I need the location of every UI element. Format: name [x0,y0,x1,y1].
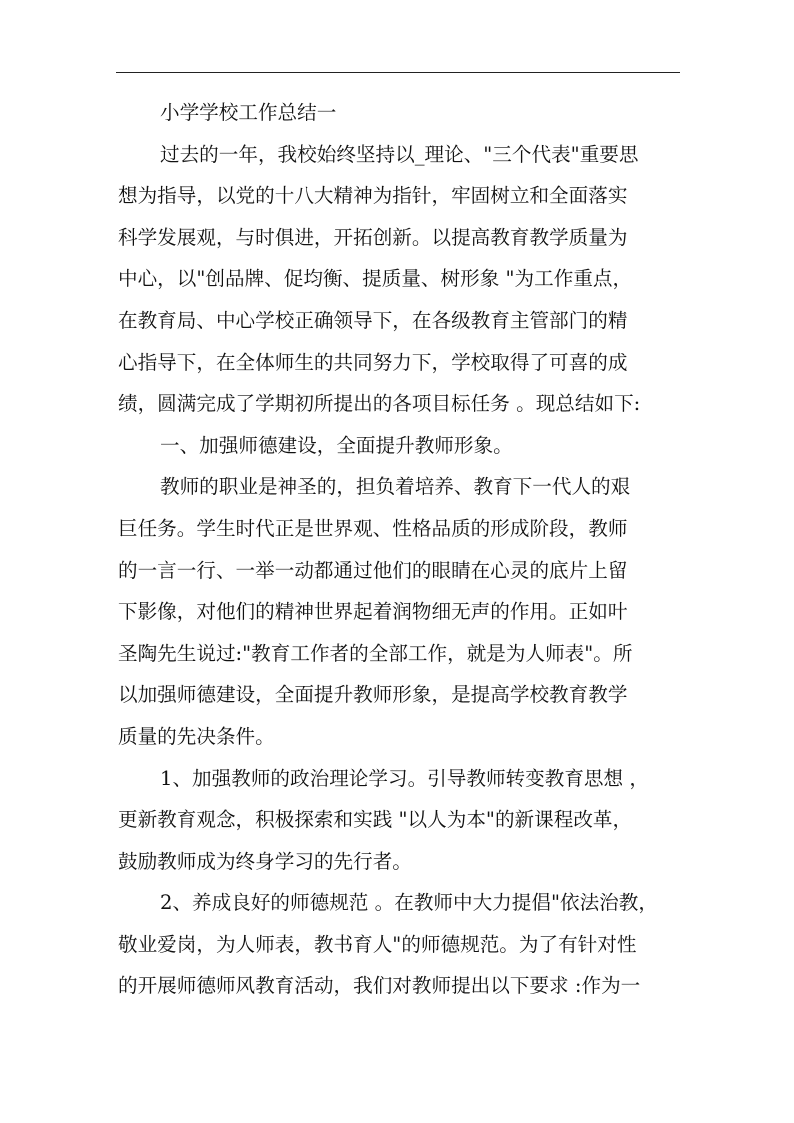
paragraph-line: 1、加强教师的政治理论学习。引导教师转变教育思想 ， [160,766,649,790]
paragraph-intro [118,134,680,425]
paragraph-line: 以加强师德建设，全面提升教师形象，是提高学校教育教学 [118,683,628,707]
document-title: 小学学校工作总结一 [160,101,337,124]
paragraph-item-2 [118,882,680,1007]
paragraph-line: 心指导下，在全体师生的共同努力下，学校取得了可喜的成 [118,350,628,374]
paragraph-line: 中心，以"创品牌、促均衡、提质量、树形象 "为工作重点， [118,267,633,291]
section-heading [118,425,680,467]
paragraph-line: 教师的职业是神圣的，担负着培养、教育下一代人的艰 [160,475,631,499]
paragraph-line: 的一言一行、一举一动都通过他们的眼睛在心灵的底片上留 [118,558,628,582]
document-body [118,92,680,1007]
paragraph-line: 敬业爱岗，为人师表，教书育人"的师德规范。为了有针对性 [118,932,637,956]
paragraph-line: 巨任务。学生时代正是世界观、性格品质的形成阶段，教师 [118,516,628,540]
paragraph-line: 鼓励教师成为终身学习的先行者。 [118,849,412,873]
paragraph-item-1 [118,758,680,883]
paragraph-teacher-role [118,466,680,757]
paragraph-line: 下影像，对他们的精神世界起着润物细无声的作用。正如叶 [118,600,628,624]
paragraph-line: 质量的先决条件。 [118,724,275,748]
paragraph-line: 的开展师德师风教育活动，我们对教师提出以下要求 :作为一 [118,974,641,998]
paragraph-line: 更新教育观念，积极探索和实践 "以人为本"的新课程改革， [118,808,633,832]
paragraph-line: 绩，圆满完成了学期初所提出的各项目标任务 。现总结如下: [118,392,641,416]
paragraph-line: 2、养成良好的师德规范 。在教师中大力提倡"依法治教， [160,891,658,915]
paragraph-line: 在教育局、中心学校正确领导下，在各级教育主管部门的精 [118,308,628,332]
paragraph-line: 科学发展观，与时俱进，开拓创新。以提高教育教学质量为 [118,225,628,249]
section-heading-text: 一、加强师德建设，全面提升教师形象。 [160,433,513,457]
paragraph-line: 想为指导，以党的十八大精神为指针，牢固树立和全面落实 [118,184,628,208]
paragraph-line: 圣陶先生说过:"教育工作者的全部工作，就是为人师表"。所 [118,641,633,665]
header-rule [116,72,680,73]
paragraph-line: 过去的一年，我校始终坚持以_理论、"三个代表"重要思 [160,142,639,166]
